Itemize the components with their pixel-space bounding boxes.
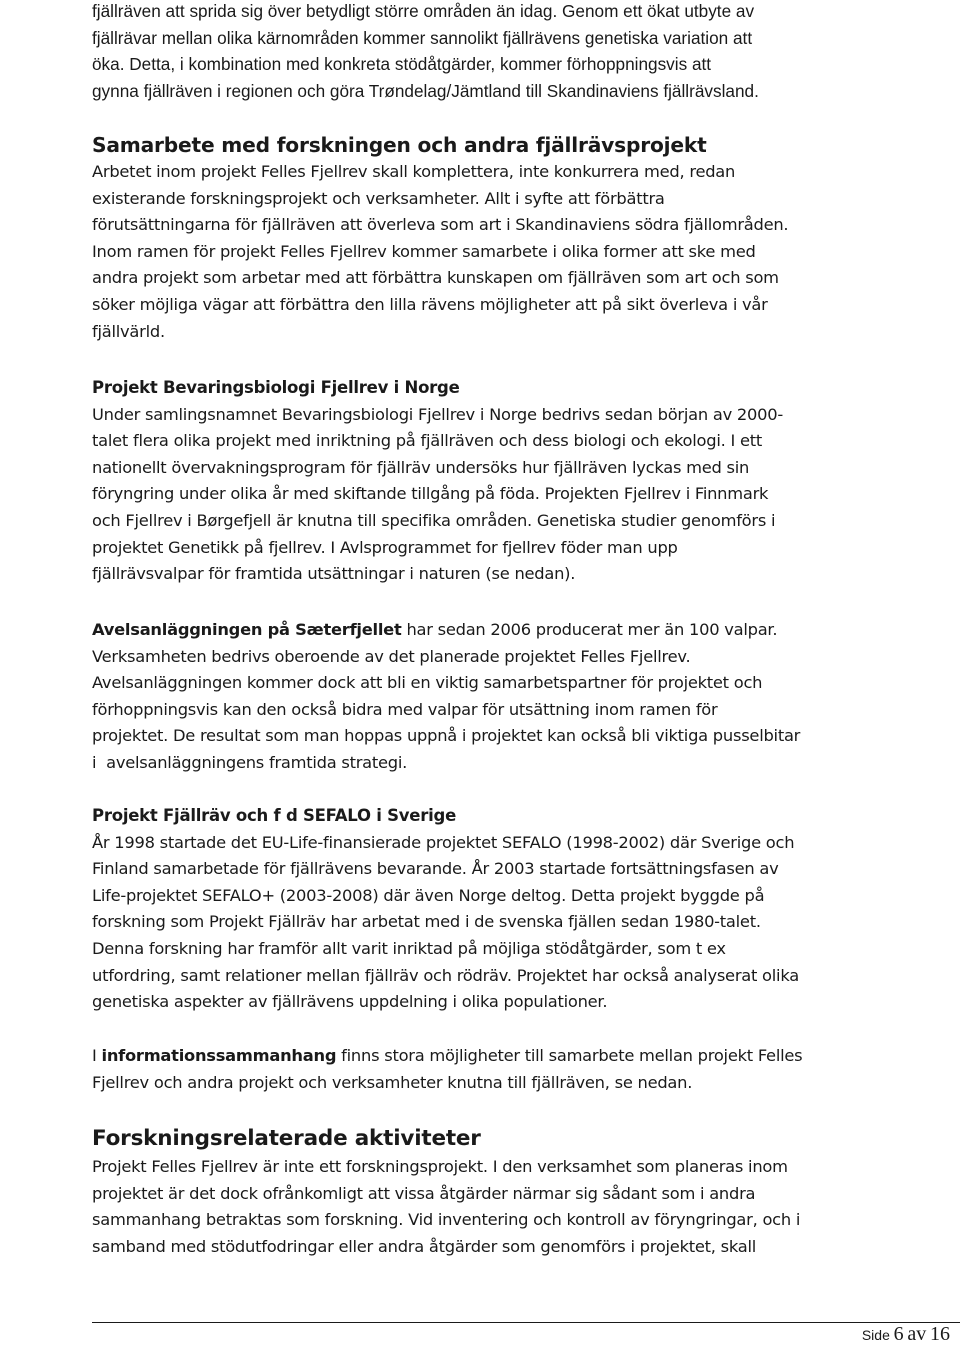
body-line: i avelsanläggningens framtida strategi. xyxy=(92,752,408,772)
section-heading: Projekt Fjällräv och f d SEFALO i Sverige xyxy=(92,806,457,825)
body-line: forskning som Projekt Fjällräv har arbetat med i de svenska fjällen sedan 1980-talet. xyxy=(92,912,761,932)
intro-line: öka. Detta, i kombination med konkreta stödåtgärder, kommer förhoppningsvis att xyxy=(92,54,712,75)
body-line: nationellt övervakningsprogram för fjällräv undersöks hur fjällräven lyckas med sin xyxy=(92,457,750,477)
footer-page-number: 6 xyxy=(893,1323,904,1345)
body-line xyxy=(92,617,892,644)
page-footer xyxy=(862,1322,950,1348)
body-line: andra projekt som arbetar med att förbättra kunskapen om fjällräven som art och som xyxy=(92,268,779,288)
section-body xyxy=(92,830,892,1016)
section-forskning xyxy=(92,1124,892,1260)
section-samarbete xyxy=(92,131,892,345)
section-body xyxy=(92,159,892,345)
body-line: förhoppningsvis kan den också bidra med valpar för utsättning inom ramen för xyxy=(92,699,718,719)
body-line: söker möjliga vägar att förbättra den lilla rävens möjligheter att på sikt överleva i vår xyxy=(92,294,768,314)
inline-text: finns stora möjligheter till samarbete mellan projekt Felles xyxy=(336,1046,803,1065)
body-line: talet flera olika projekt med inriktning på fjällräven och dess biologi och ekologi. I ett xyxy=(92,431,762,451)
intro-line: fjällräven att sprida sig över betydligt större områden än idag. Genom ett ökat utbyte av xyxy=(92,1,755,21)
body-line: Inom ramen för projekt Felles Fjellrev kommer samarbete i olika former att ske med xyxy=(92,241,756,261)
section-body xyxy=(92,402,892,588)
footer-divider xyxy=(92,1322,960,1323)
body-line: existerande forskningsprojekt och verksamheter. Allt i syfte att förbättra xyxy=(92,188,665,208)
inline-bold-lead: Avelsanläggningen på Sæterfjellet xyxy=(92,620,402,639)
body-line: utfordring, samt relationer mellan fjällräv och rödräv. Projektet har också analyserat olika xyxy=(92,965,799,985)
intro-line: gynna fjällräven i regionen och göra Trøndelag/Jämtland till Skandinaviens fjällrävsland. xyxy=(92,80,759,101)
body-line: Verksamheten bedrivs oberoende av det planerade projektet Felles Fjellrev. xyxy=(92,646,691,666)
body-line: projektet Genetikk på fjellrev. I Avlsprogrammet for fjellrev föder man upp xyxy=(92,537,678,557)
section-body xyxy=(92,1154,892,1260)
section-info xyxy=(92,1043,892,1096)
body-line: projektet är det dock ofrånkomligt att vissa åtgärder närmar sig sådant som i andra xyxy=(92,1183,756,1203)
body-line: Under samlingsnamnet Bevaringsbiologi Fjellrev i Norge bedrivs sedan början av 2000- xyxy=(92,404,783,424)
section-heading: Projekt Bevaringsbiologi Fjellrev i Norge xyxy=(92,378,460,397)
body-line: fjällvärld. xyxy=(92,321,165,341)
body-line: förutsättningarna för fjällräven att överleva som art i Skandinaviens södra fjällområden. xyxy=(92,215,789,235)
body-line: projektet. De resultat som man hoppas uppnå i projektet kan också bli viktiga pusselbitar xyxy=(92,726,801,746)
section-avel xyxy=(92,617,892,777)
footer-av-label: av xyxy=(907,1323,927,1345)
body-line xyxy=(92,1043,892,1070)
body-line: Avelsanläggningen kommer dock att bli en viktig samarbetspartner för projektet och xyxy=(92,673,763,693)
inline-text: I xyxy=(92,1046,102,1065)
body-line: och Fjellrev i Børgefjell är knutna till specifika områden. Genetiska studier genomförs i xyxy=(92,510,776,530)
intro-paragraph xyxy=(92,0,892,104)
section-heading: Samarbete med forskningen och andra fjällrävsprojekt xyxy=(92,133,707,157)
body-line: Denna forskning har framför allt varit inriktad på möjliga stödåtgärder, som t ex xyxy=(92,938,726,958)
body-line: Life-projektet SEFALO+ (2003-2008) där även Norge deltog. Detta projekt byggde på xyxy=(92,885,765,905)
body-line: sammanhang betraktas som forskning. Vid inventering och kontroll av föryngringar, och i xyxy=(92,1210,801,1230)
section-bevaringsbiologi xyxy=(92,375,892,588)
body-line: Arbetet inom projekt Felles Fjellrev skall komplettera, inte konkurrera med, redan xyxy=(92,162,736,181)
body-line: År 1998 startade det EU-Life-finansierade projektet SEFALO (1998-2002) där Sverige och xyxy=(92,832,795,852)
footer-side-label: Side xyxy=(861,1327,890,1343)
body-line: Fjellrev och andra projekt och verksamheter knutna till fjällräven, se nedan. xyxy=(92,1072,693,1092)
section-sefalo xyxy=(92,803,892,1016)
intro-line: fjällrävar mellan olika kärnområden kommer sannolikt fjällrävens genetiska variation att xyxy=(92,27,753,48)
body-line: samband med stödutfodringar eller andra åtgärder som genomförs i projektet, skall xyxy=(92,1236,757,1256)
footer-total-pages: 16 xyxy=(930,1323,950,1345)
body-line: genetiska aspekter av fjällrävens uppdelning i olika populationer. xyxy=(92,992,608,1012)
body-line: Finland samarbetade för fjällrävens bevarande. År 2003 startade fortsättningsfasen av xyxy=(92,859,779,879)
inline-bold-word: informationssammanhang xyxy=(101,1046,337,1065)
body-line: fjällrävsvalpar för framtida utsättningar i naturen (se nedan). xyxy=(92,564,576,584)
body-line: föryngring under olika år med skiftande tillgång på föda. Projekten Fjellrev i Finnmark xyxy=(92,484,769,504)
inline-text: har sedan 2006 producerat mer än 100 valpar. xyxy=(401,620,778,639)
section-heading: Forskningsrelaterade aktiviteter xyxy=(92,1126,481,1151)
body-line: Projekt Felles Fjellrev är inte ett forskningsprojekt. I den verksamhet som planeras inom xyxy=(92,1157,788,1176)
